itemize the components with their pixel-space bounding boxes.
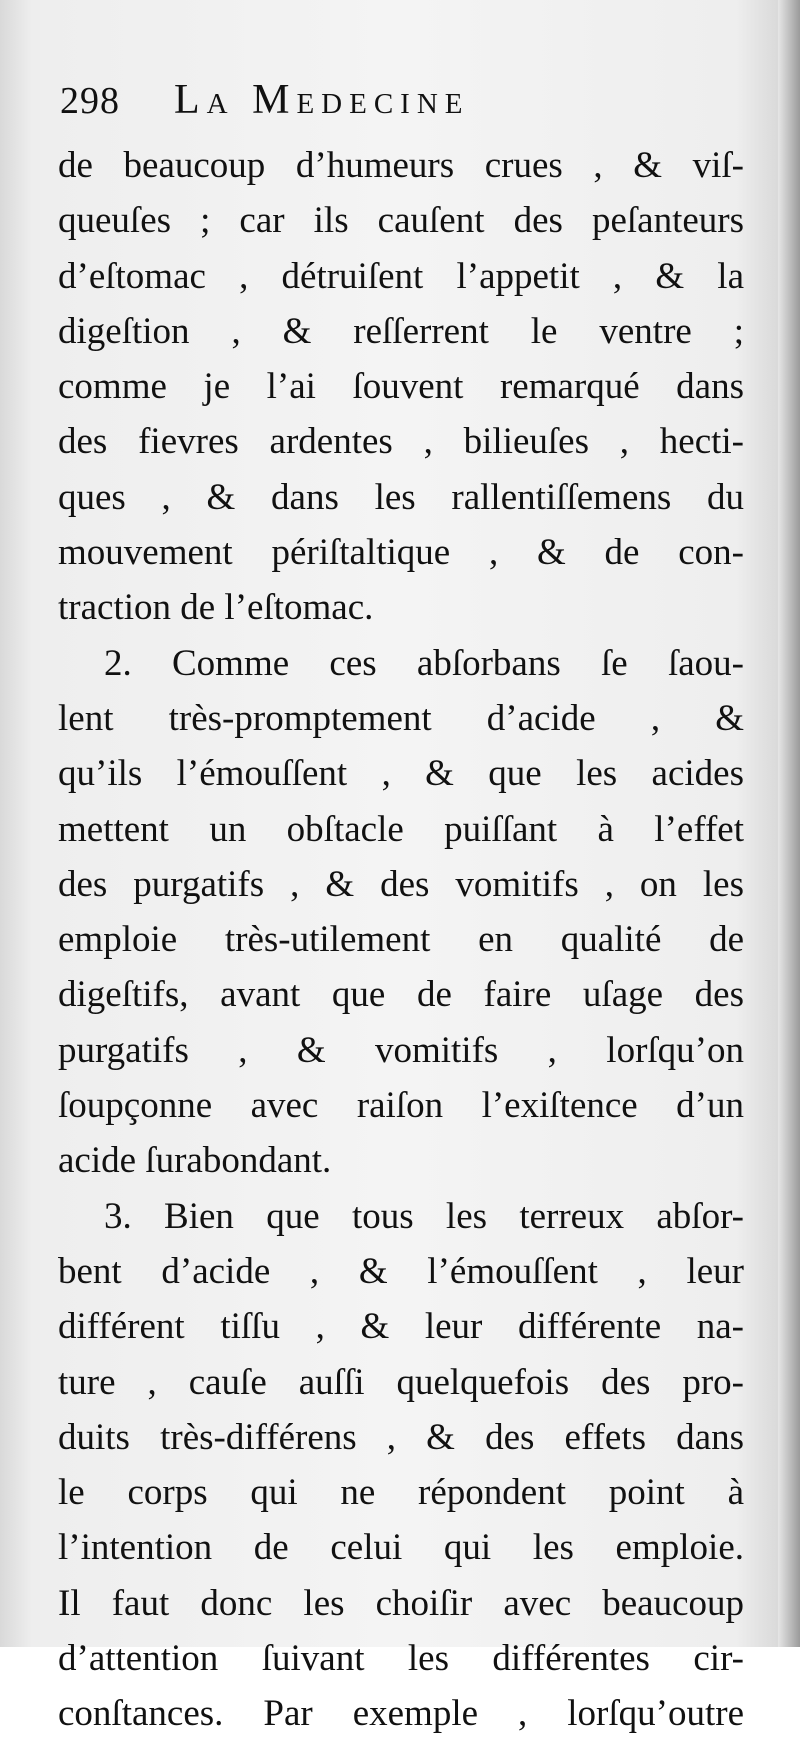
text-line: comme je l’ai ſouvent remarqué dans: [58, 366, 744, 408]
text-line: l’intention de celui qui les emploie.: [58, 1527, 744, 1569]
text-line: ture , cauſe auſſi quelquefois des pro-: [58, 1361, 744, 1403]
text-line: digeſtion , & reſſerrent le ventre ;: [58, 310, 744, 352]
running-title: La Medecine: [174, 77, 470, 123]
page-number: 298: [60, 80, 120, 122]
text-line: bent d’acide , & l’émouſſent , leur: [58, 1250, 744, 1292]
text-line: duits très-différens , & des effets dans: [58, 1416, 744, 1458]
paragraph-end-line: acide ſurabondant.: [58, 1140, 332, 1182]
text-line: digeſtifs, avant que de faire uſage des: [58, 974, 744, 1016]
text-line: ques , & dans les rallentiſſemens du: [58, 476, 744, 518]
text-line: mettent un obſtacle puiſſant à l’effet: [58, 808, 744, 850]
text-line: emploie très-utilement en qualité de: [58, 919, 744, 961]
text-line: d’eſtomac , détruiſent l’appetit , & la: [58, 255, 744, 297]
text-line: Il faut donc les choiſir avec beaucoup: [58, 1582, 744, 1624]
paragraph-end-line: traction de l’eſtomac.: [58, 587, 374, 629]
text-line: ſoupçonne avec raiſon l’exiſtence d’un: [58, 1085, 744, 1127]
text-line: mouvement périſtaltique , & de con-: [58, 532, 744, 574]
text-line: de beaucoup d’humeurs crues , & viſ-: [58, 145, 744, 186]
text-line: lent très-promptement d’acide , &: [58, 697, 744, 739]
paragraph-2-first-line: 2. Comme ces abſorbans ſe ſaou-: [104, 642, 744, 684]
text-line: d’attention ſuivant les différentes cir-: [58, 1638, 744, 1680]
text-line: queuſes ; car ils cauſent des peſanteurs: [58, 200, 744, 242]
text-line: conſtances. Par exemple , lorſqu’outre: [58, 1693, 744, 1735]
text-line: qu’ils l’émouſſent , & que les acides: [58, 753, 744, 795]
paragraph-3-first-line: 3. Bien que tous les terreux abſor-: [104, 1195, 744, 1237]
text-line: des fievres ardentes , bilieuſes , hecti-: [58, 421, 744, 463]
text-line: différent tiſſu , & leur différente na-: [58, 1306, 744, 1348]
page-header: [60, 76, 469, 136]
text-line: des purgatifs , & des vomitifs , on les: [58, 863, 744, 905]
text-line: le corps qui ne répondent point à: [58, 1472, 744, 1514]
body-text: [58, 138, 744, 1742]
text-line: purgatifs , & vomitifs , lorſqu’on: [58, 1029, 744, 1071]
page-edge-shadow: [778, 0, 800, 1647]
